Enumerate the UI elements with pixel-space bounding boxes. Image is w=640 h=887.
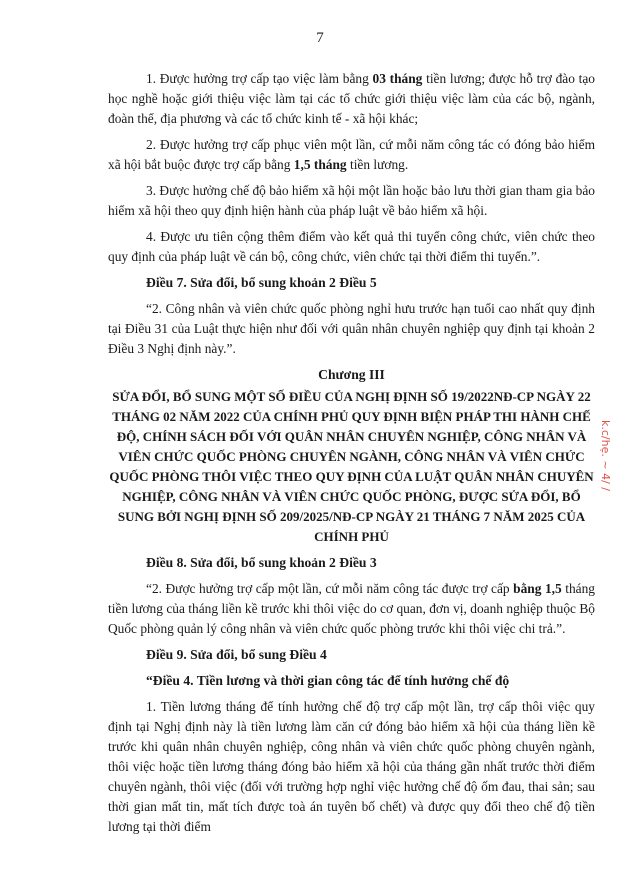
paragraph-4: 4. Được ưu tiên cộng thêm điểm vào kết quả thi tuyển công chức, viên chức theo quy định của pháp luật về cán bộ, công chức, viên chức tại thời điểm thi tuyển.”. [108,229,595,264]
chapter-title: SỬA ĐỔI, BỔ SUNG MỘT SỐ ĐIỀU CỦA NGHỊ ĐỊNH SỐ 19/2022NĐ-CP NGÀY 22 THÁNG 02 NĂM 2022 CỦA CHÍNH PHỦ QUY ĐỊNH BIỆN PHÁP THI HÀNH CHẾ ĐỘ, CHÍNH SÁCH ĐỐI VỚI QUÂN NHÂN CHUYÊN NGHIỆP, CÔNG NHÂN VÀ VIÊN CHỨC QUỐC PHÒNG CHUYÊN NGÀNH, CÔNG NHÂN VÀ VIÊN CHỨC QUỐC PHÒNG THÔI VIỆC THEO QUY ĐỊNH CỦA LUẬT QUÂN NHÂN CHUYÊN NGHIỆP, CÔNG NHÂN VÀ VIÊN CHỨC QUỐC PHÒNG, ĐƯỢC SỬA ĐỔI, BỔ SUNG BỞI NGHỊ ĐỊNH SỐ 209/2025/NĐ-CP NGÀY 21 THÁNG 7 NĂM 2025 CỦA CHÍNH PHỦ [109,389,594,544]
handwritten-margin-note: k.c/hẹ. ~ 4/ / [599,420,612,491]
article-7-body: “2. Công nhân và viên chức quốc phòng nghỉ hưu trước hạn tuổi cao nhất quy định tại Điều 31 của Luật thực hiện như đối với quân nhân chuyên nghiệp quy định tại khoản 2 Điều 3 Nghị định này.”. [108,301,595,356]
article-4-paragraph-1: 1. Tiền lương tháng để tính hưởng chế độ trợ cấp một lần, trợ cấp thôi việc quy định tại Nghị định này là tiền lương làm căn cứ đóng bảo hiểm xã hội của tháng liền kề trước khi quân nhân chuyên nghiệp, công nhân và viên chức quốc phòng chuyên ngành, thôi việc hoặc tiền lương tháng đóng bảo hiểm xã hội của tháng gần nhất trước thời điểm chuyên ngành, thôi việc (đối với trường hợp nghỉ việc hưởng chế độ ốm đau, thai sản; sau thời gian mất tin, mất tích được toà án tuyên bố chết) và được quy đổi theo chế độ tiền lương tại thời điểm [108,699,595,834]
article-8-body: “2. Được hưởng trợ cấp một lần, cứ mỗi năm công tác được trợ cấp bằng 1,5 tháng tiền lương của tháng liền kề trước khi thôi việc do cơ quan, đơn vị, doanh nghiệp thuộc Bộ Quốc phòng quản lý công nhân và viên chức quốc phòng trước khi thôi việc chi trả.”. [108,581,595,636]
article-7-heading: Điều 7. Sửa đổi, bổ sung khoản 2 Điều 5 [146,275,377,290]
chapter-label: Chương III [318,367,385,382]
article-9-heading: Điều 9. Sửa đổi, bổ sung Điều 4 [146,647,327,662]
page-number: 7 [316,30,324,46]
paragraph-1: 1. Được hưởng trợ cấp tạo việc làm bằng 03 tháng tiền lương; được hỗ trợ đào tạo học nghề hoặc giới thiệu việc làm tại các tổ chức giới thiệu việc làm của các bộ, ngành, đoàn thể, địa phương và các tổ chức kinh tế - xã hội khác; [108,71,595,126]
document-body [108,69,595,837]
article-8-heading: Điều 8. Sửa đổi, bổ sung khoản 2 Điều 3 [146,555,377,570]
paragraph-2: 2. Được hưởng trợ cấp phục viên một lần, cứ mỗi năm công tác có đóng bảo hiểm xã hội bắt buộc được trợ cấp bằng 1,5 tháng tiền lương. [108,137,595,172]
paragraph-3: 3. Được hưởng chế độ bảo hiểm xã hội một lần hoặc bảo lưu thời gian tham gia bảo hiểm xã hội theo quy định hiện hành của pháp luật về bảo hiểm xã hội. [108,183,595,218]
article-4-heading: “Điều 4. Tiền lương và thời gian công tác để tính hưởng chế độ [146,673,510,688]
